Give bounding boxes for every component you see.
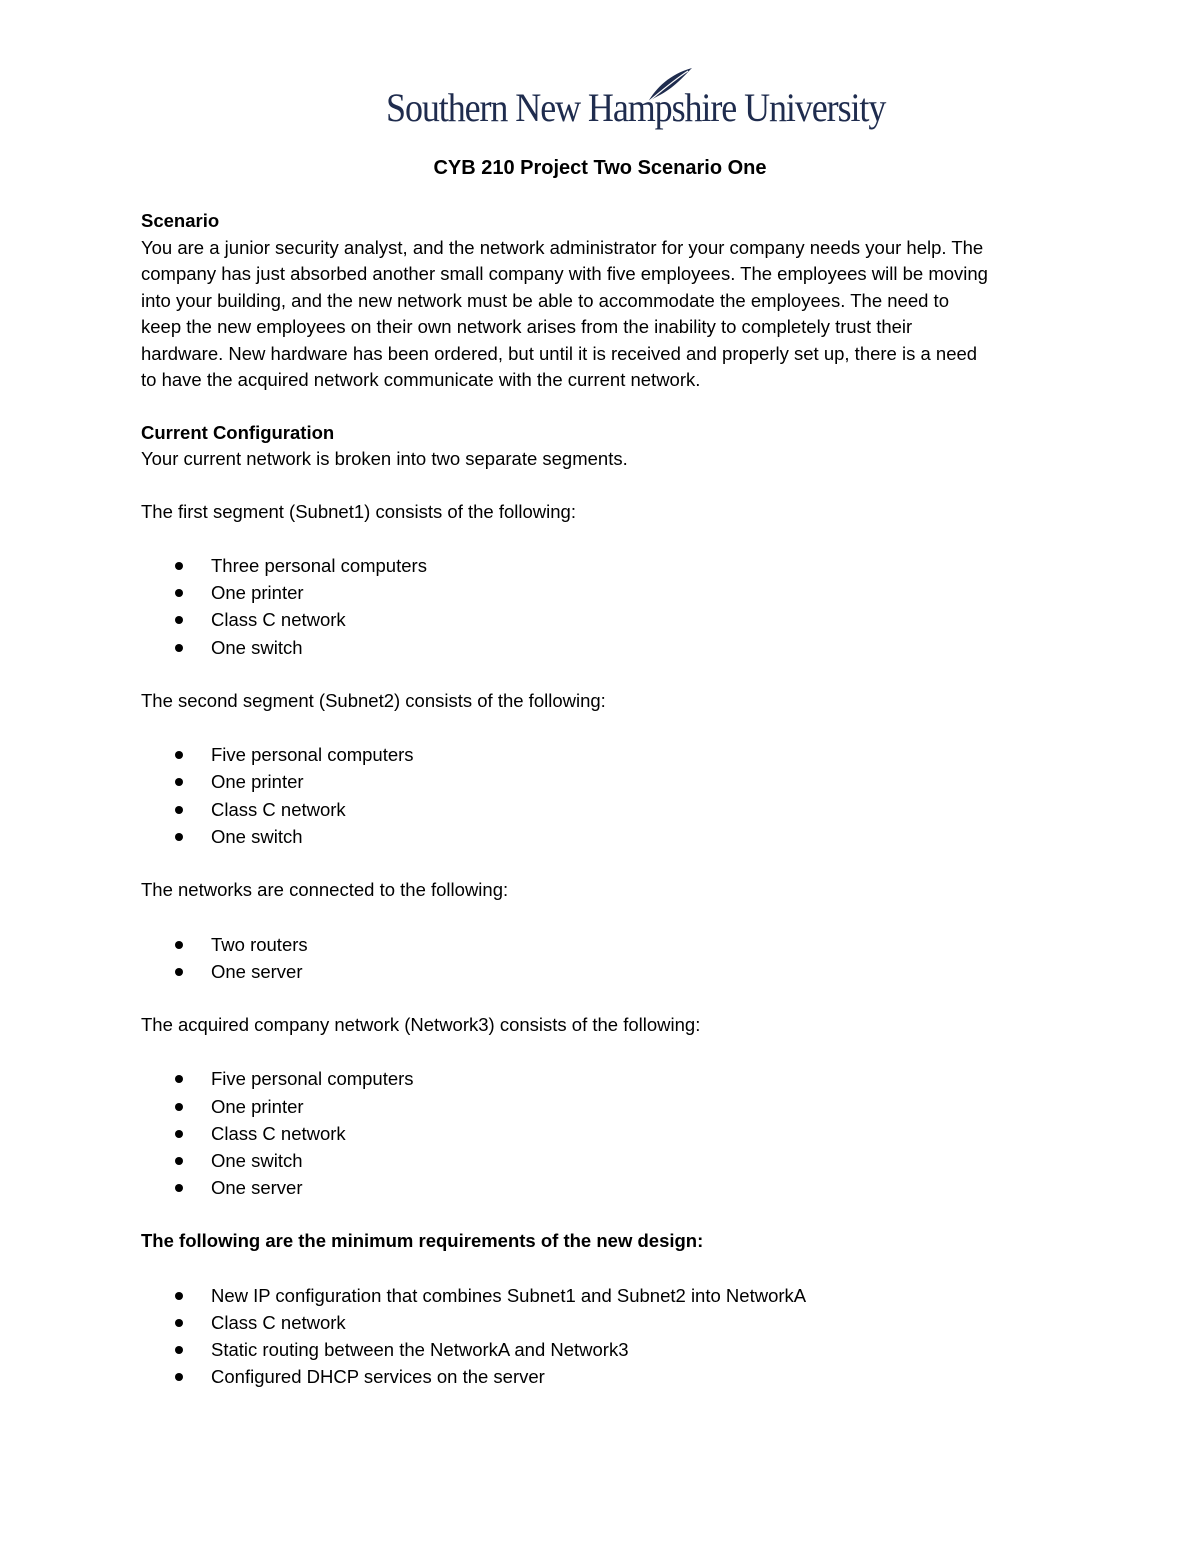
university-logo	[386, 66, 886, 138]
list-item: Five personal computers	[141, 741, 1071, 768]
list-item: Two routers	[141, 931, 1071, 958]
connected-label: The networks are connected to the following:	[141, 879, 509, 900]
document-body	[141, 208, 1071, 1391]
network3-label: The acquired company network (Network3) consists of the following:	[141, 1013, 701, 1035]
connected-list	[141, 931, 1071, 985]
list-item: One switch	[141, 1147, 1071, 1174]
scenario-line: company has just absorbed another small company with five employees. The employees will be moving	[141, 263, 988, 284]
list-item: Five personal computers	[141, 1065, 1071, 1092]
list-item: Three personal computers	[141, 552, 1071, 579]
list-item: New IP configuration that combines Subnet1 and Subnet2 into NetworkA	[141, 1282, 1071, 1309]
requirements-list	[141, 1282, 1071, 1391]
list-item: One switch	[141, 823, 1071, 850]
list-item: One printer	[141, 768, 1071, 795]
document-title: CYB 210 Project Two Scenario One	[433, 157, 767, 179]
current-configuration-heading: Current Configuration	[141, 421, 335, 443]
list-item: Class C network	[141, 1309, 1071, 1336]
scenario-line: hardware. New hardware has been ordered, but until it is received and properly set up, there is a need	[141, 342, 978, 364]
list-item: Static routing between the NetworkA and Network3	[141, 1336, 1071, 1363]
subnet2-list	[141, 741, 1071, 850]
scenario-line: into your building, and the new network must be able to accommodate the employees. The need to	[141, 289, 949, 311]
list-item: One printer	[141, 579, 1071, 606]
logo-wordmark: Southern New Hampshire University	[386, 85, 886, 130]
scenario-line: You are a junior security analyst, and the network administrator for your company needs your help. The	[141, 236, 984, 258]
scenario-heading: Scenario	[141, 210, 220, 231]
requirements-heading: The following are the minimum requirements of the new design:	[141, 1230, 704, 1252]
current-configuration-intro: Your current network is broken into two separate segments.	[141, 448, 628, 469]
subnet1-label: The first segment (Subnet1) consists of the following:	[141, 500, 576, 522]
list-item: One switch	[141, 634, 1071, 661]
list-item: One server	[141, 958, 1071, 985]
scenario-line: to have the acquired network communicate with the current network.	[141, 369, 701, 390]
subnet1-list	[141, 552, 1071, 661]
subnet2-label: The second segment (Subnet2) consists of the following:	[141, 689, 606, 711]
list-item: Configured DHCP services on the server	[141, 1363, 1071, 1390]
list-item: Class C network	[141, 606, 1071, 633]
list-item: One printer	[141, 1093, 1071, 1120]
list-item: Class C network	[141, 1120, 1071, 1147]
network3-list	[141, 1065, 1071, 1201]
list-item: Class C network	[141, 796, 1071, 823]
scenario-line: keep the new employees on their own network arises from the inability to completely trust their	[141, 316, 913, 337]
list-item: One server	[141, 1174, 1071, 1201]
